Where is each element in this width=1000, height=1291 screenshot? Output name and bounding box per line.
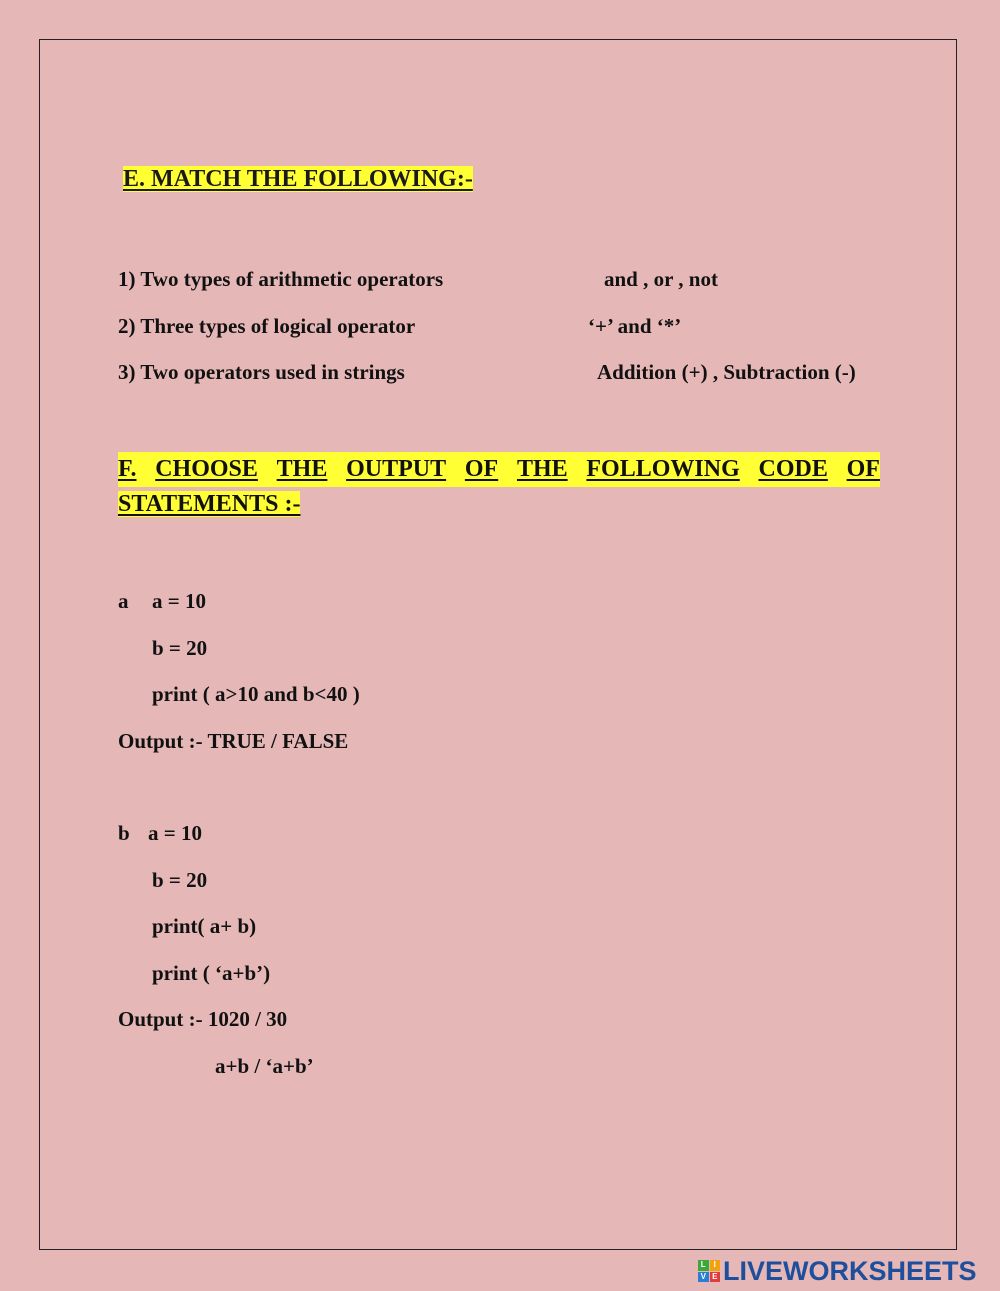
heading-word: OF [846, 456, 880, 482]
heading-word: OF [464, 456, 499, 482]
heading-word: CHOOSE [155, 456, 258, 482]
badge-letter: E [710, 1272, 721, 1283]
heading-word: FOLLOWING [586, 456, 740, 482]
match-left-1: 1) Two types of arithmetic operators [118, 267, 444, 291]
match-right-2: ‘+’ and ‘*’ [588, 314, 682, 338]
part-b-output: Output :- 1020 / 30 [118, 1007, 288, 1031]
part-b-output-line2: a+b / ‘a+b’ [215, 1054, 314, 1078]
part-b-line-3: print( a+ b) [152, 914, 257, 938]
part-a-line-2: b = 20 [152, 636, 208, 660]
section-e-heading: E. MATCH THE FOLLOWING:- [123, 166, 473, 192]
part-b-line-2: b = 20 [152, 868, 208, 892]
part-a-line-1: a = 10 [152, 589, 206, 613]
section-f-heading-line1 [118, 452, 880, 487]
section-f-heading [118, 452, 880, 522]
heading-word: F. [118, 456, 137, 482]
match-right-3: Addition (+) , Subtraction (-) [597, 360, 856, 384]
heading-word: CODE [758, 456, 828, 482]
match-left-2: 2) Three types of logical operator [118, 314, 416, 338]
logo-wordmark: LIVEWORKSHEETS [723, 1255, 977, 1286]
part-a-label: a [118, 589, 129, 613]
heading-word: THE [516, 456, 568, 482]
part-a-line-3: print ( a>10 and b<40 ) [152, 682, 360, 706]
heading-word: OUTPUT [346, 456, 447, 482]
part-a-output: Output :- TRUE / FALSE [118, 729, 349, 753]
part-b-line-4: print ( ‘a+b’) [152, 961, 271, 985]
badge-letter: I [710, 1260, 721, 1271]
live-badge-icon [698, 1260, 720, 1282]
part-b-label: b [118, 821, 130, 845]
badge-letter: L [698, 1260, 709, 1271]
section-f-heading-line2 [118, 487, 880, 522]
part-b-line-1: a = 10 [148, 821, 202, 845]
heading-line2-text: STATEMENTS :- [118, 491, 301, 517]
badge-letter: V [698, 1272, 709, 1283]
liveworksheets-logo [698, 1255, 977, 1286]
match-right-1: and , or , not [604, 267, 718, 291]
heading-word: THE [276, 456, 328, 482]
match-left-3: 3) Two operators used in strings [118, 360, 405, 384]
